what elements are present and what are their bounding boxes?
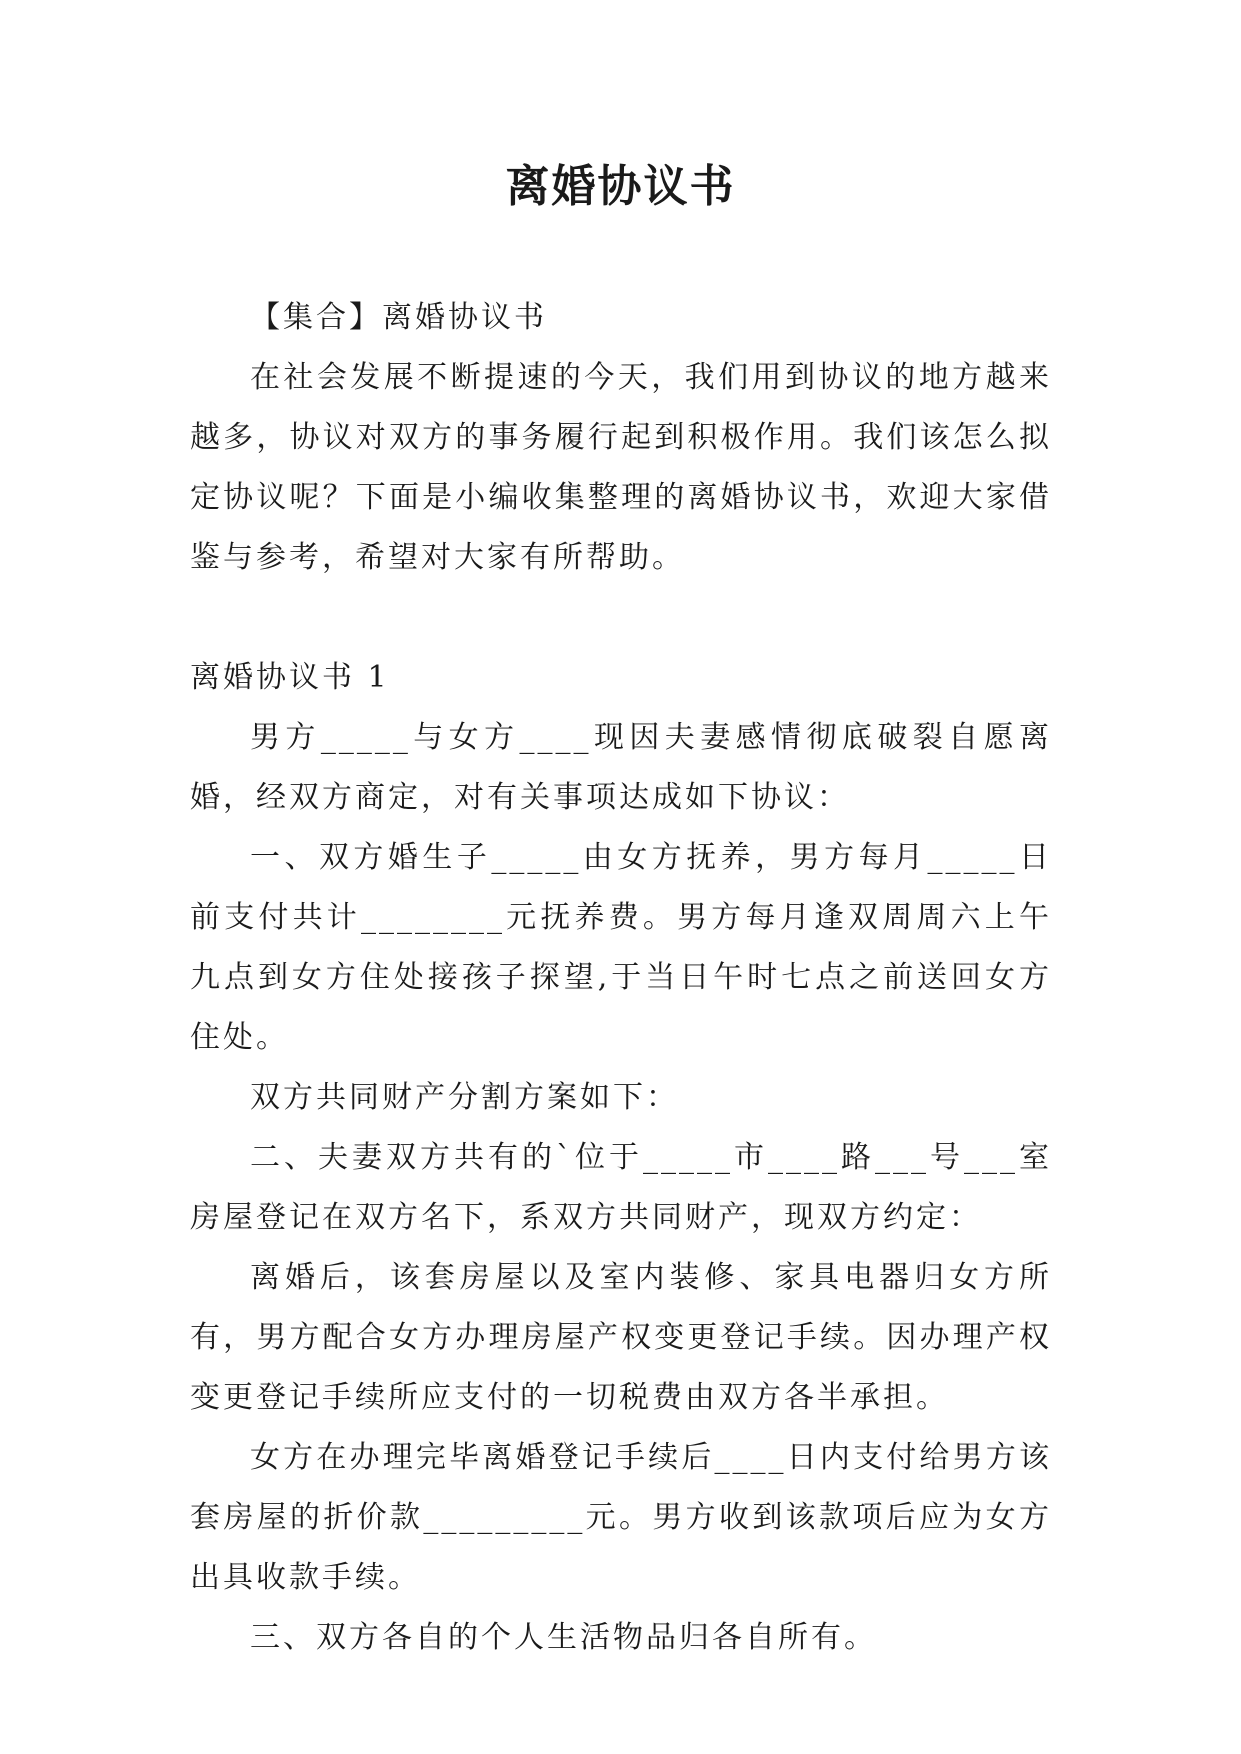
document-title: 离婚协议书 — [505, 161, 736, 212]
agreement-paragraph-4: 二、夫妻双方共有的`位于_____市____路___号___室房屋登记在双方名下，系双方共同财产，现双方约定： — [190, 1140, 1052, 1235]
intro-heading: 【集合】离婚协议书 — [250, 300, 547, 335]
agreement-paragraph-3: 双方共同财产分割方案如下： — [250, 1080, 679, 1115]
document-body — [190, 288, 1052, 1668]
intro-paragraph: 在社会发展不断提速的今天，我们用到协议的地方越来越多，协议对双方的事务履行起到积极作用。我们该怎么拟定协议呢？下面是小编收集整理的离婚协议书，欢迎大家借鉴与参考，希望对大家有所帮助。 — [190, 360, 1052, 575]
agreement-paragraph-6: 女方在办理完毕离婚登记手续后____日内支付给男方该套房屋的折价款_________元。男方收到该款项后应为女方出具收款手续。 — [190, 1440, 1052, 1595]
agreement-paragraph-7: 三、双方各自的个人生活物品归各自所有。 — [250, 1620, 877, 1655]
paragraph-spacer — [190, 588, 1052, 648]
agreement-paragraph-1: 男方_____与女方____现因夫妻感情彻底破裂自愿离婚，经双方商定，对有关事项达成如下协议： — [190, 720, 1052, 815]
section-title: 离婚协议书 1 — [190, 660, 390, 695]
agreement-paragraph-5: 离婚后，该套房屋以及室内装修、家具电器归女方所有，男方配合女方办理房屋产权变更登记手续。因办理产权变更登记手续所应支付的一切税费由双方各半承担。 — [190, 1260, 1052, 1415]
agreement-paragraph-2: 一、双方婚生子_____由女方抚养，男方每月_____日前支付共计________元抚养费。男方每月逢双周周六上午九点到女方住处接孩子探望,于当日午时七点之前送回女方住处。 — [190, 840, 1052, 1055]
